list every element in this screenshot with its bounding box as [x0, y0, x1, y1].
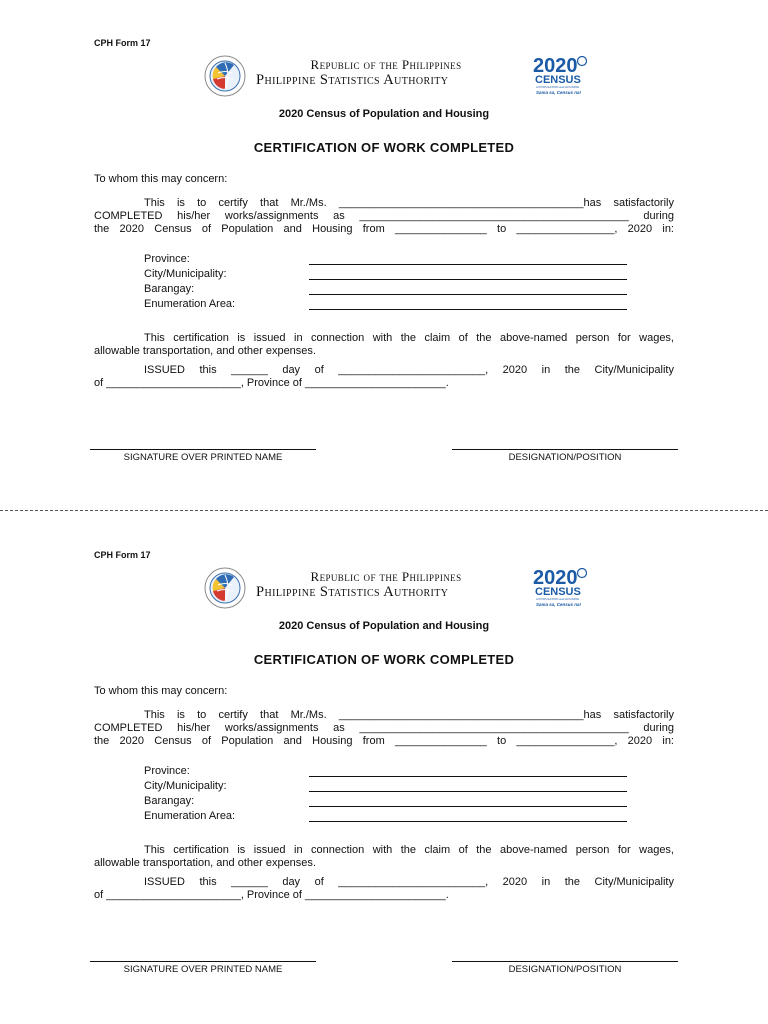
cut-line — [0, 510, 768, 511]
designation-label: DESIGNATION/POSITION — [508, 452, 622, 463]
psa-seal-icon — [204, 55, 246, 97]
province-field[interactable] — [309, 264, 627, 265]
salutation: To whom this may concern: — [94, 173, 228, 185]
designation-label: DESIGNATION/POSITION — [508, 964, 622, 975]
enumeration-area-label: Enumeration Area: — [144, 810, 236, 822]
body-line-1: This is to certify that Mr./Ms. ________________________________________has satisfactorily — [144, 197, 674, 209]
body-line-3: the 2020 Census of Population and Housing from _______________ to ________________, 2020 in: — [94, 223, 674, 235]
city-municipality-field[interactable] — [309, 791, 627, 792]
designation-line[interactable] — [452, 961, 678, 962]
census-logo-subtitle: of POPULATION and HOUSING — [536, 85, 580, 89]
salutation: To whom this may concern: — [94, 685, 228, 697]
city-municipality-label: City/Municipality: — [144, 268, 227, 280]
form-code: CPH Form 17 — [94, 550, 151, 560]
issued-line-2: of ______________________, Province of _______________________. — [94, 377, 449, 389]
census-logo-word: CENSUS — [535, 74, 581, 86]
designation-line[interactable] — [452, 449, 678, 450]
signature-line[interactable] — [90, 449, 316, 450]
certificate-form-bottom — [0, 512, 768, 1024]
signature-label: SIGNATURE OVER PRINTED NAME — [123, 964, 283, 975]
claim-line-1: This certification is issued in connection with the claim of the above-named person for wages, — [144, 332, 674, 344]
claim-line-2: allowable transportation, and other expenses. — [94, 345, 316, 357]
signature-line[interactable] — [90, 961, 316, 962]
agency-name: Philippine Statistics Authority — [256, 72, 449, 88]
province-field[interactable] — [309, 776, 627, 777]
census-2020-logo — [530, 52, 590, 96]
enumeration-area-field[interactable] — [309, 821, 627, 822]
barangay-field[interactable] — [309, 806, 627, 807]
agency-header — [256, 58, 516, 88]
census-2020-logo — [530, 564, 590, 608]
signature-label: SIGNATURE OVER PRINTED NAME — [123, 452, 283, 463]
body-line-1: This is to certify that Mr./Ms. ________________________________________has satisfactorily — [144, 709, 674, 721]
certificate-title: CERTIFICATION OF WORK COMPLETED — [253, 140, 515, 155]
body-line-2: COMPLETED his/her works/assignments as ____________________________________________ during — [94, 722, 674, 734]
body-line-3: the 2020 Census of Population and Housing from _______________ to ________________, 2020 in: — [94, 735, 674, 747]
certificate-title: CERTIFICATION OF WORK COMPLETED — [253, 652, 515, 667]
city-municipality-label: City/Municipality: — [144, 780, 227, 792]
census-logo-tagline: Sama sa, Census na! — [536, 602, 582, 607]
body-line-2: COMPLETED his/her works/assignments as ____________________________________________ during — [94, 210, 674, 222]
enumeration-area-label: Enumeration Area: — [144, 298, 236, 310]
census-logo-year: 2020 — [533, 55, 578, 77]
issued-line-1: ISSUED this ______ day of ________________________, 2020 in the City/Municipality — [144, 364, 674, 376]
census-logo-tagline: Sama sa, Census na! — [536, 90, 582, 95]
barangay-label: Barangay: — [144, 283, 195, 295]
barangay-field[interactable] — [309, 294, 627, 295]
census-title: 2020 Census of Population and Housing — [278, 620, 490, 632]
province-label: Province: — [144, 765, 190, 777]
enumeration-area-field[interactable] — [309, 309, 627, 310]
agency-header — [256, 570, 516, 600]
claim-line-1: This certification is issued in connection with the claim of the above-named person for wages, — [144, 844, 674, 856]
city-municipality-field[interactable] — [309, 279, 627, 280]
claim-line-2: allowable transportation, and other expenses. — [94, 857, 316, 869]
census-title: 2020 Census of Population and Housing — [278, 108, 490, 120]
census-logo-year: 2020 — [533, 567, 578, 589]
province-label: Province: — [144, 253, 190, 265]
republic-text: Republic of the Philippines — [310, 57, 462, 72]
issued-line-2: of ______________________, Province of _______________________. — [94, 889, 449, 901]
barangay-label: Barangay: — [144, 795, 195, 807]
census-logo-subtitle: of POPULATION and HOUSING — [536, 597, 580, 601]
republic-text: Republic of the Philippines — [310, 569, 462, 584]
agency-name: Philippine Statistics Authority — [256, 584, 449, 600]
form-code: CPH Form 17 — [94, 38, 151, 48]
issued-line-1: ISSUED this ______ day of ________________________, 2020 in the City/Municipality — [144, 876, 674, 888]
psa-seal-icon — [204, 567, 246, 609]
census-logo-word: CENSUS — [535, 586, 581, 598]
